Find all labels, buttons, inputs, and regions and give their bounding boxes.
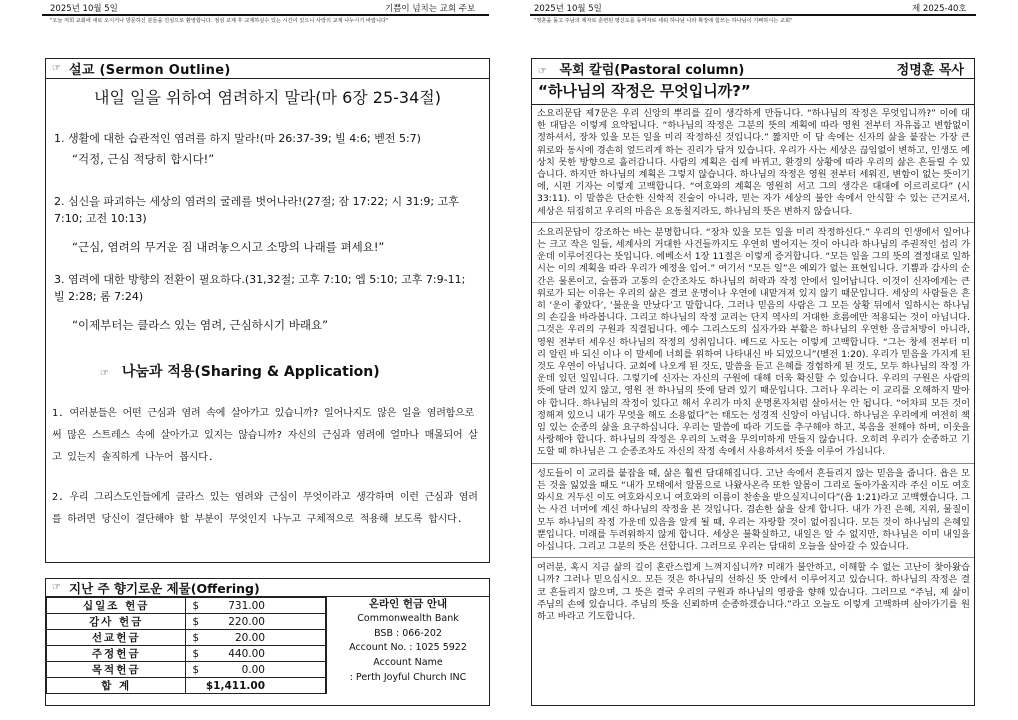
sharing-question-2: 2. 우리 그리스도인들에게 클라스 있는 염려와 근심이 무엇이라고 생각하며 이런 근심과 염려를 하려면 당신이 결단해야 할 부분이 무엇인지 나누고 구체적으로 적용해 보도록 합시다. xyxy=(52,492,478,525)
account-number: Account No. : 1025 5922 xyxy=(349,642,467,654)
column-author: 정명훈 목사 xyxy=(896,63,964,78)
sermon-quote-3: “이제부터는 클라스 있는 염려, 근심하시기 바래요” xyxy=(72,318,329,332)
offering-row-amount: 440.00 xyxy=(206,646,326,662)
column-header xyxy=(532,59,974,79)
sermon-quote-2: “근심, 염려의 무거운 짐 내려놓으시고 소망의 나래를 펴세요!” xyxy=(72,240,385,254)
header-right-date: 2025년 10월 5일 xyxy=(534,4,602,14)
header-right-rule xyxy=(530,14,976,16)
table-row xyxy=(47,598,326,614)
offering-total-amount: $1,411.00 xyxy=(206,678,326,694)
header-right-issue: 제 2025-40호 xyxy=(912,4,967,14)
sermon-point-3: 3. 염려에 대한 방향의 전환이 필요하다.(31,32절; 고후 7:10; 엡 5:10; 고후 7:9-11; 빌 2:28; 롬 7:24) xyxy=(54,273,466,303)
offering-label: 지난 주 향기로운 제물(Offering) xyxy=(69,580,260,596)
offering-row-currency: $ xyxy=(186,662,206,678)
divider xyxy=(532,557,974,558)
table-row xyxy=(47,614,326,630)
offering-row-label: 감사 헌금 xyxy=(47,614,186,630)
offering-box xyxy=(45,578,490,706)
divider xyxy=(532,463,974,464)
online-title: 온라인 헌금 안내 xyxy=(368,598,448,610)
offering-row-label: 목적헌금 xyxy=(47,662,186,678)
sharing-label: 나눔과 적용(Sharing & Application) xyxy=(121,364,380,380)
table-row xyxy=(47,662,326,678)
offering-row-amount: 731.00 xyxy=(206,598,326,614)
offering-row-currency: $ xyxy=(186,630,206,646)
column-paragraph-1: 소요리문답 제7문은 우리 신앙의 뿌리를 깊이 생각하게 만듭니다. “하나님의 작정은 무엇입니까?” 이에 대한 대답은 이렇게 요약됩니다. “하나님의 작정은 그분의 뜻의 계획에 따라 영원 전부터 자유롭고 변함없이 정하셔서, 장차 있을 모든 일을 미리 작정하신 것입니다.” 짧지만 이 답 속에는 신자의 삶을 붙잡는 가장 큰 위로와 동시에 경손히 엎드리게 하는 진리가 담겨 있습니다. 우리가 사는 세상은 끊임없이 변하고, 인생도 예상치 못한 방향으로 흘러갑니다. 사람의 계획은 쉽게 바뀌고, 환경의 상황에 따라 우리의 삶은 흔들릴 수 있습니다. 하지만 하나님의 계획은 그렇지 않습니다. 하나님의 작정은 영원 전부터 세워진, 변함이 없는 뜻이기에, 시편 기자는 이렇게 고백합니다. “여호와의 계획은 영원히 서고 그의 생각은 대대에 이르리로다” (시 33:11). 이 말씀은 단순한 신학적 진술이 아니라, 믿는 자가 세상의 불안 속에서 안식할 수 있는 근거로서, 세상은 뒤집히고 우리의 마음은 요동칠지라도, 하나님의 뜻은 변하지 않습니다. xyxy=(537,108,970,217)
offering-header xyxy=(46,579,489,597)
offering-table xyxy=(46,597,326,694)
online-offering-info xyxy=(326,597,489,694)
offering-row-amount: 220.00 xyxy=(206,614,326,630)
sermon-outline-box xyxy=(45,58,490,563)
bank-name: Commonwealth Bank xyxy=(357,612,459,624)
column-label: 목회 칼럼(Pastoral column) xyxy=(559,63,745,78)
header-left-motto: "오늘 저희 교회에 새로 오시거나 방문하신 분들을 진심으로 환영합니다. 점심 교제 후 교제하실수 있는 시간이 있으니 사랑의 교제 나누시기 바랍니다" xyxy=(50,18,389,24)
header-right-motto: "영혼을 돌고 주님의 제자로 훈련된 평신도를 동역자로 세워 하나님 나라 확장에 힘쓰는 하나님이 기뻐하시는 교회" xyxy=(534,18,793,24)
offering-row-currency xyxy=(186,678,206,694)
offering-row-amount: 20.00 xyxy=(206,630,326,646)
offering-row-currency: $ xyxy=(186,614,206,630)
account-name-label: Account Name xyxy=(373,657,443,669)
pointing-hand-icon: ☞ xyxy=(100,368,109,379)
pastoral-column-box xyxy=(531,58,975,706)
account-name: : Perth Joyful Church INC xyxy=(349,671,467,683)
sermon-quote-1: “걱정, 근심 적당히 합시다!” xyxy=(72,152,215,166)
table-row-total xyxy=(47,678,326,694)
offering-row-currency: $ xyxy=(186,646,206,662)
header-left-rule xyxy=(42,14,489,16)
column-title: “하나님의 작정은 무엇입니까?” xyxy=(532,79,974,105)
table-row xyxy=(47,630,326,646)
offering-row-amount: 0.00 xyxy=(206,662,326,678)
sermon-label: 설교 (Sermon Outline) xyxy=(69,63,231,78)
divider xyxy=(532,222,974,223)
offering-row-label: 선교헌금 xyxy=(47,630,186,646)
sermon-title: 내일 일을 위하여 염려하지 말라(마 6장 25-34절) xyxy=(94,88,441,107)
pointing-hand-icon: ☞ xyxy=(52,582,61,593)
offering-row-label: 주정헌금 xyxy=(47,646,186,662)
column-paragraph-2: 소요리문답이 강조하는 바는 분명합니다. “장차 있을 모든 일을 미리 작정하신다.” 우리의 인생에서 일어나는 크고 작은 일들, 세계사의 거대한 사건들까지도 우연히 벌어지는 것이 아니라 하나님의 주권적인 섭리 가운데 이루어진다는 뜻입니다. 에베소서 1장 11절은 이렇게 증거합니다. “모든 일을 그의 뜻의 결정대로 일하시는 이의 계획을 따라 우리가 예정을 입어.” 여기서 “모든 일”은 예외가 없는 표현입니다. 기쁨과 감사의 순간은 물론이고, 슬픔과 고통의 순간조차도 하나님의 허락과 작정 안에서 일어납니다. 이것이 신자에게는 큰 위로가 되는 이유는 우리의 삶은 결코 운명이나 우연에 내맡겨져 있지 않기 때문입니다. 세상의 사람들은 흔히 ‘운이 좋았다’, ‘불운을 만났다’고 말합니다. 그러나 믿음의 사람은 그 모든 상황 뒤에서 일하시는 하나님의 손길을 바라봅니다. 그리고 하나님의 작정 교리는 단지 역사의 거대한 흐름에만 적용되는 것이 아닙니다. 그것은 우리의 구원과 직결됩니다. 예수 그리스도의 십자가와 부활은 하나님의 우연한 응급처방이 아니라, 영원 전부터 세우신 하나님의 작정의 성취입니다. 베드로 사도는 이렇게 고백합니다. “그는 창세 전부터 미리 알린 바 되신 이나 이 말세에 너희를 위하여 나타내신 바 되었으니”(벧전 1:20). 우리가 믿음을 가지게 된 것도 우연이 아닙니다. 교회에 나오게 된 것도, 말씀을 듣고 은혜를 경험하게 된 것도, 모두 하나님의 작정 가운데 있던 일입니다. 그렇기에 신자는 자신의 구원에 대해 더욱 확신할 수 있습니다. 우리의 구원은 사람의 뜻에 달려 있지 않고, 영원 전 하나님의 뜻에 달려 있기 때문입니다. 그러나 우리는 이 교리를 오해하지 말아야 합니다. 하나님의 작정이 있다고 해서 우리가 마치 운명론자처럼 살아서는 안 됩니다. “어차피 모든 것이 정해져 있으니 내가 무엇을 해도 소용없다”는 태도는 성경적 신앙이 아닙니다. 하나님은 우리에게 여전히 책임 있는 순종의 삶을 요구하십니다. 우리는 말씀에 따라 기도를 추구해야 하고, 복음을 전해야 하며, 이웃을 사랑해야 합니다. 하나님의 작정은 우리의 노력을 무의미하게 만들지 않습니다. 오히려 우리가 순종하고 기도할 때 하나님은 그 순종조차도 자신의 작정 속에서 사용하셔서 뜻을 이루어 가십니다. xyxy=(537,226,970,458)
header-left-date: 2025년 10월 5일 xyxy=(50,4,118,14)
table-row xyxy=(47,646,326,662)
sharing-header xyxy=(46,361,489,381)
bsb-number: BSB : 066-202 xyxy=(374,627,442,639)
sermon-header xyxy=(46,59,489,79)
header-left-title: 기쁨이 넘치는 교회 주보 xyxy=(385,4,476,14)
sharing-question-1: 1. 여러분들은 어떤 근심과 염려 속에 살아가고 있습니까? 일어나지도 않은 일을 염려함으로써 많은 스트레스 속에 살아가고 있지는 않습니까? 자신의 근심과 염려에 얼마나 매몰되어 살고 있는지 솔직하게 나누어 봅시다. xyxy=(52,408,478,463)
pointing-hand-icon: ☞ xyxy=(538,66,547,77)
column-paragraph-3: 성도들이 이 교리를 붙잡을 때, 삶은 훨씬 담대해집니다. 고난 속에서 흔들리지 않는 믿음을 줍니다. 욥은 모든 것을 잃었을 때도 “내가 모태에서 알몸으로 나왔사온즉 또한 알몸이 그리로 돌아가올지라 주신 이도 여호와시요 거두신 이도 여호와시오니 여호와의 이름이 찬송을 받으실지니이다”(욥 1:21)라고 고백했습니다. 그는 사건 너머에 계신 하나님의 작정을 본 것입니다. 겸손한 삶을 살게 합니다. 내가 가진 은혜, 지위, 물질이 모두 하나님의 작정 가운데 있음을 알게 될 때, 우리는 자랑할 것이 없어집니다. 모든 것이 하나님의 은혜일 뿐입니다. 미래를 두려워하지 않게 합니다. 세상은 불확실하고, 내일은 알 수 없지만, 하나님은 이미 내일을 아십니다. 그리고 그분의 뜻은 선합니다. 그러므로 우리는 담대히 오늘을 살아갈 수 있습니다. xyxy=(537,467,970,552)
column-paragraph-4: 여러분, 혹시 지금 삶의 길이 혼란스럽게 느껴지십니까? 미래가 불안하고, 이해할 수 없는 고난이 찾아왔습니까? 그러나 믿으십시오. 모든 것은 하나님의 선하신 뜻 안에서 이루어지고 있습니다. 하나님의 작정은 결코 흔들리지 않으며, 그 뜻은 결국 우리의 구원과 하나님의 영광을 향해 있습니다. 그러므로 “주님, 제 삶이 주님의 손에 있습니다. 주님의 뜻을 신뢰하며 순종하겠습니다.”라고 오늘도 이렇게 고백하며 살아가기를 원하고 바라고 기도합니다. xyxy=(537,562,970,622)
column-body xyxy=(532,105,974,623)
sermon-point-2: 2. 심신을 파괴하는 세상의 염려의 굴레를 벗어나라!(27절; 잠 17:22; 시 31:9; 고후 7:10; 고전 10:13) xyxy=(54,195,459,225)
offering-row-currency: $ xyxy=(186,598,206,614)
pointing-hand-icon: ☞ xyxy=(52,63,62,74)
offering-row-label: 십일조 헌금 xyxy=(47,598,186,614)
sermon-point-1: 1. 생활에 대한 습관적인 염려를 하지 말라!(마 26:37-39; 빌 4:6; 벧전 5:7) xyxy=(54,132,421,145)
offering-total-label: 합 계 xyxy=(47,678,186,694)
